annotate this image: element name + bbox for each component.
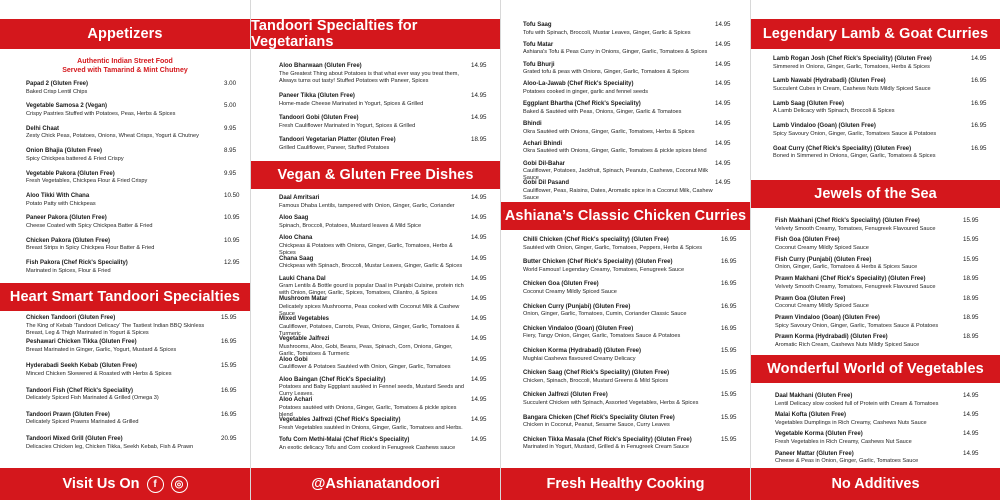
menu-item-description: Potato Patty with Chickpeas xyxy=(26,200,96,207)
menu-item-price: 14.95 xyxy=(963,392,979,399)
menu-item-description: The King of Kebab 'Tandoori Delicacy' The Tastiest Indian BBQ Skinless Breast, Leg & Thigh Marinated in Yogurt & Spices xyxy=(26,322,205,336)
menu-item-name: Aloo Baingan (Chef Rick's Speciality) xyxy=(279,376,386,383)
menu-item-price: 15.95 xyxy=(721,347,737,354)
section-title-appetizers: Appetizers xyxy=(0,19,250,49)
menu-item xyxy=(775,393,960,408)
section-title-lamb-goat: Legendary Lamb & Goat Curries xyxy=(751,19,1000,49)
menu-item xyxy=(773,101,963,116)
menu-item-price: 10.95 xyxy=(224,214,240,222)
menu-item-name: Hyderabadi Seekh Kebab (Gluten Free) xyxy=(26,363,138,370)
menu-item-price: 14.95 xyxy=(471,396,487,403)
menu-item xyxy=(775,334,960,349)
menu-item-price: 14.95 xyxy=(471,214,487,222)
menu-item xyxy=(26,103,211,118)
menu-item-name: Bangara Chicken (Chef Rick's Speciality Gluten Free) xyxy=(523,414,675,421)
menu-item-price: 16.95 xyxy=(221,386,237,394)
menu-item-price: 16.95 xyxy=(721,302,737,310)
menu-item-price: 10.95 xyxy=(224,236,240,244)
menu-item-description: Mushrooms, Aloo, Gobi, Beans, Peas, Spinach, Corn, Onions, Ginger, Garlic, Tomatoes & Turmeric xyxy=(279,343,453,357)
menu-item-name: Aloo Tikki With Chana xyxy=(26,193,90,199)
menu-item-price: 5.00 xyxy=(224,102,237,110)
menu-item-price: 14.95 xyxy=(715,80,731,88)
menu-item-name: Fish Goa (Gluten Free) xyxy=(775,237,840,244)
menu-item-name: Vegetables Jalfrezi (Chef Rick's Speciality) xyxy=(279,417,401,424)
menu-item-name: Chicken Jalfrezi (Gluten Free) xyxy=(523,392,608,399)
menu-item-description: Fresh Vegetables in Rich Creamy, Cashews Nut Sauce xyxy=(775,438,912,445)
menu-item xyxy=(523,81,718,96)
menu-item xyxy=(523,281,718,296)
menu-item-name: Tofu Saag xyxy=(523,22,552,28)
menu-item xyxy=(523,161,718,183)
menu-item-price: 14.95 xyxy=(471,416,487,424)
menu-item-name: Tandoori Mixed Grill (Gluten Free) xyxy=(26,436,123,442)
menu-item xyxy=(775,218,960,233)
menu-item xyxy=(523,437,718,452)
section-title-chicken-curries: Ashiana’s Classic Chicken Curries xyxy=(501,202,750,230)
menu-item-price: 14.95 xyxy=(715,139,731,147)
menu-item-description: Boned in Simmered in Onions, Ginger, Garlic, Tomatoes & Spices xyxy=(773,153,936,160)
menu-item-description: Velvety Smooth Creamy, Tomatoes, Fenugreek Flavoured Sauce xyxy=(775,283,936,290)
menu-item-name: Vegetable Jalfrezi xyxy=(279,336,330,343)
menu-item xyxy=(26,238,211,253)
menu-item xyxy=(523,392,718,407)
menu-item-price: 14.95 xyxy=(471,194,487,201)
section-title-vegetables: Wonderful World of Vegetables xyxy=(751,355,1000,383)
menu-item xyxy=(523,22,718,37)
menu-item xyxy=(279,115,464,130)
menu-item xyxy=(26,363,216,378)
menu-item-name: Bhindi xyxy=(523,121,542,127)
menu-item-name: Tofu Corn Methi-Malai (Chef Rick's Speciality) xyxy=(279,437,410,444)
section-title-heart-smart: Heart Smart Tandoori Specialties xyxy=(0,283,250,311)
menu-item-description: Vegetables Dumplings in Rich Creamy, Cashews Nuts Sauce xyxy=(775,419,927,426)
menu-item-price: 14.95 xyxy=(715,179,731,187)
menu-item-name: Tandoori Gobi (Gluten Free) xyxy=(279,115,359,121)
menu-item xyxy=(523,121,718,136)
menu-item-description: Delicately Spiced Fish Marinated & Grilled (Omega 3) xyxy=(26,395,159,402)
footer-fresh-healthy: Fresh Healthy Cooking xyxy=(501,468,750,500)
menu-item xyxy=(279,377,469,399)
menu-item-price: 14.95 xyxy=(715,159,731,167)
menu-item-name: Fish Pakora (Chef Rick's Speciality) xyxy=(26,260,128,267)
menu-item-name: Tofu Bhurji xyxy=(523,61,555,68)
instagram-icon[interactable]: ◎ xyxy=(171,476,188,493)
menu-item-name: Paneer Pakora (Gluten Free) xyxy=(26,215,107,222)
menu-item-description: Famous Dhaba Lentils, tampered with Onion, Ginger, Garlic, Coriander xyxy=(279,202,455,209)
menu-item-name: Mixed Vegetables xyxy=(279,316,330,323)
menu-item xyxy=(775,237,960,252)
menu-item-price: 9.95 xyxy=(224,124,237,132)
menu-item-description: Chickpeas with Spinach, Broccoli, Mustar Leaves, Ginger, Garlic & Spices xyxy=(279,263,463,270)
menu-item-name: Daal Amritsari xyxy=(279,195,320,201)
menu-item xyxy=(26,193,211,208)
menu-item xyxy=(279,417,469,432)
menu-item-name: Lamb Nawabi (Hydrabadi) (Gluten Free) xyxy=(773,78,886,85)
menu-item-description: The Greatest Thing about Potatoes is that what ever way you treat them, Always turns out tasty! Stuffed Potatoes with Paneer, Spices xyxy=(279,70,459,84)
section-title-vegan: Vegan & Gluten Free Dishes xyxy=(251,161,500,189)
menu-item-name: Chicken Saag (Chef Rick's Speciality) (Gluten Free) xyxy=(523,370,670,377)
menu-item xyxy=(26,339,216,354)
menu-item-description: Grilled Cauliflower, Paneer, Stuffed Potatoes xyxy=(279,144,390,151)
menu-item-description: Cauliflower & Potatoes Sautéed with Onion, Ginger, Garlic, Tomatoes xyxy=(279,364,451,371)
menu-item-name: Papad 2 (Gluten Free) xyxy=(26,81,89,87)
menu-item-price: 10.50 xyxy=(224,192,240,199)
menu-item-description: World Famous! Legendary Creamy, Tomatoes, Fenugreek Sauce xyxy=(523,266,685,273)
menu-column-4 xyxy=(750,0,1000,500)
menu-item-description: Okra Sautéed with Onions, Ginger, Garlic, Tomatoes & pickle spices blend xyxy=(523,148,707,155)
menu-item xyxy=(523,42,718,57)
menu-item-price: 14.95 xyxy=(715,40,731,48)
menu-item-description: Velvety Smooth Creamy, Tomatoes, Fenugreek Flavoured Sauce xyxy=(775,225,936,232)
menu-item-description: Fiery, Tangy Onion, Ginger, Garlic, Tomatoes Sauce & Potatoes xyxy=(523,333,681,340)
menu-item-description: Fresh Vegetables sautéed in Onions, Ginger, Garlic, Tomatoes and Herbs. xyxy=(279,424,463,431)
menu-column-1 xyxy=(0,0,250,500)
menu-item-description: Delicately Spiced Prawns Marinated & Grilled xyxy=(26,419,139,426)
menu-item xyxy=(523,348,718,363)
menu-item-name: Chicken Tikka Masala (Chef Rick's Speciality) (Gluten Free) xyxy=(523,436,692,443)
section-title-jewels-sea: Jewels of the Sea xyxy=(751,180,1000,208)
facebook-icon[interactable]: f xyxy=(147,476,164,493)
menu-item-name: Chana Saag xyxy=(279,255,314,262)
menu-item-description: Onion, Ginger, Garlic, Tomatoes, Cumin, Coriander Classic Sauce xyxy=(523,311,687,318)
menu-item xyxy=(279,357,469,372)
menu-item xyxy=(26,315,216,337)
menu-item-price: 18.95 xyxy=(963,275,979,283)
menu-item-price: 14.95 xyxy=(471,92,487,99)
menu-item-description: Baked & Sautéed with Peas, Onions, Ginger, Garlic & Tomatoes xyxy=(523,108,682,115)
menu-item-name: Aloo Saag xyxy=(279,215,309,222)
menu-item-name: Prawn Makhani (Chef Rick's Speciality) (Gluten Free) xyxy=(775,276,926,283)
menu-item-price: 18.95 xyxy=(963,333,979,341)
menu-item xyxy=(279,256,469,271)
menu-item xyxy=(26,412,216,427)
menu-item-price: 15.95 xyxy=(963,217,979,224)
menu-item-name: Vegetable Pakora (Gluten Free) xyxy=(26,170,115,177)
menu-item xyxy=(523,415,718,430)
menu-item-description: Breast Marinated in Ginger, Garlic, Yogurt, Mustard & Spices xyxy=(26,346,177,353)
menu-item-description: Marinated in Yogurt, Mustard, Grilled & in Fenugreek Cream Sauce xyxy=(523,444,690,451)
menu-item-price: 14.95 xyxy=(471,62,487,69)
menu-item xyxy=(26,260,211,275)
menu-item-description: Onion, Ginger, Garlic, Tomatoes & Herbs & Spices Sauce xyxy=(775,264,918,271)
menu-item-name: Tandoori Fish (Chef Rick's Speciality) xyxy=(26,387,134,394)
menu-item-price: 15.95 xyxy=(721,391,737,399)
menu-item xyxy=(279,316,469,338)
menu-item-description: Tofu with Spinach, Broccoli, Mustar Leaves, Ginger, Garlic & Spices xyxy=(523,29,691,36)
menu-item xyxy=(26,215,211,230)
menu-item xyxy=(279,195,469,210)
menu-item-name: Achari Bhindi xyxy=(523,140,563,147)
menu-item xyxy=(26,148,211,163)
menu-item-price: 18.95 xyxy=(963,314,979,321)
menu-item-name: Chicken Vindaloo (Goan) (Gluten Free) xyxy=(523,325,634,332)
menu-item-name: Prawn Korma (Hydrabadi) (Gluten Free) xyxy=(775,334,888,341)
menu-item-description: A Lamb Delicacy with Spinach, Broccoli & Spices xyxy=(773,108,895,115)
menu-item-description: Fresh Cauliflower Marinated in Yogurt, Spices & Grilled xyxy=(279,122,416,129)
menu-item-name: Paneer Tikka (Gluten Free) xyxy=(279,93,355,99)
menu-item-name: Gobi Dil-Bahar xyxy=(523,160,566,167)
menu-item-description: Okra Sautéed with Onions, Ginger, Garlic, Tomatoes, Herbs & Spices xyxy=(523,128,695,135)
menu-item-description: Succulent Chicken with Spinach, Assorted Vegetables, Herbs & Spices xyxy=(523,399,699,406)
menu-item-name: Paneer Mattar (Gluten Free) xyxy=(775,450,854,457)
menu-item-price: 18.95 xyxy=(471,136,487,143)
menu-item-description: Chicken, Spinach, Broccoli, Mustard Greens & Mild Spices xyxy=(523,377,669,384)
menu-item-price: 15.95 xyxy=(721,435,737,443)
menu-item-description: Crispy Pastries Stuffed with Potatoes, Peas, Herbs & Spices xyxy=(26,110,176,117)
menu-item-description: Potatoes cooked in ginger, garlic and fennel seeds xyxy=(523,88,649,95)
menu-item-price: 8.95 xyxy=(224,147,237,155)
menu-item xyxy=(775,257,960,272)
menu-item xyxy=(523,326,718,341)
menu-item-price: 16.95 xyxy=(971,122,987,130)
menu-item-description: Simmered in Onions, Ginger, Garlic, Tomatoes, Herbs & Spices xyxy=(773,63,930,70)
menu-item xyxy=(279,397,469,419)
menu-item-description: Spicy Savoury Onion, Ginger, Garlic, Tomatoes Sauce & Potatoes xyxy=(773,130,937,137)
menu-item-price: 14.95 xyxy=(471,234,487,242)
menu-item-description: Spicy Chickpea battered & Fried Crispy xyxy=(26,155,124,162)
menu-item xyxy=(775,431,960,446)
menu-item xyxy=(26,436,216,451)
menu-item-name: Prawn Vindaloo (Goan) (Gluten Free) xyxy=(775,315,880,321)
menu-item-description: Mughlai Cashews flavoured Creamy Delicacy xyxy=(523,355,636,362)
menu-item xyxy=(279,215,469,230)
menu-item-name: Gobi Dil Pasand xyxy=(523,180,570,187)
menu-item-description: Potatoes and Baby Eggplant sautéed in Fennel seeds, Mustard Seeds and Curry Leaves. xyxy=(279,384,465,398)
menu-item xyxy=(279,336,469,358)
menu-item-price: 15.95 xyxy=(721,369,737,377)
menu-item-description: Delicacies Chicken leg, Chicken Tikka, Seekh Kebab, Fish & Prawn xyxy=(26,443,194,450)
menu-item-name: Fish Curry (Punjabi) (Gluten Free) xyxy=(775,256,872,263)
menu-item xyxy=(775,451,960,466)
menu-item-price: 14.95 xyxy=(471,335,487,343)
menu-item-name: Vegetable Korma (Gluten Free) xyxy=(775,431,863,438)
menu-item-description: Marinated in Spices, Flour & Fried xyxy=(26,267,111,274)
menu-item-name: Aloo-La-Jawab (Chef Rick's Speciality) xyxy=(523,81,634,88)
menu-item-description: Gram Lentils & Bottle gourd is popular Daal in Punjabi Cuisine, protein rich with Onion, Ginger, Garlic, Spices, Tomatoes, Cilantro, & Spices xyxy=(279,283,464,297)
menu-item-name: Vegetable Samosa 2 (Vegan) xyxy=(26,103,108,110)
menu-item xyxy=(279,93,464,108)
footer-visit-us xyxy=(0,468,250,500)
menu-item-description: Coconut Creamy Mildly Spiced Sauce xyxy=(775,244,869,251)
menu-item-name: Lamb Saag (Gluten Free) xyxy=(773,100,845,107)
menu-item-description: Fresh Vegetables, Chickpea Flour & Fried Crispy xyxy=(26,178,148,185)
menu-item-price: 15.95 xyxy=(721,413,737,421)
menu-item-price: 20.95 xyxy=(221,435,237,442)
menu-item-price: 18.95 xyxy=(963,294,979,302)
menu-item-price: 14.95 xyxy=(715,120,731,127)
menu-item-name: Lamb Rogan Josh (Chef Rick's Speciality) (Gluten Free) xyxy=(773,56,932,62)
menu-item-description: Ashiana's Tofu & Peas Curry in Onions, Ginger, Garlic, Tomatoes & Spices xyxy=(523,49,708,56)
appetizers-subtitle-2: Served with Tamarind & Mint Chutney xyxy=(62,67,188,74)
menu-item-name: Prawn Goa (Gluten Free) xyxy=(775,295,846,302)
menu-item-description: Cauliflower, Potatoes, Jackfruit, Spinach, Peanuts, Cashews, Coconut Milk Sauce xyxy=(523,168,708,182)
menu-item xyxy=(26,126,211,141)
menu-item-name: Chilli Chicken (Chef Rick's speciality) (Gluten Free) xyxy=(523,237,669,243)
menu-item-price: 14.95 xyxy=(715,21,731,28)
menu-item xyxy=(279,437,469,452)
menu-item-price: 15.95 xyxy=(963,255,979,263)
menu-item-price: 14.95 xyxy=(471,375,487,383)
menu-item-price: 14.95 xyxy=(715,100,731,108)
menu-item xyxy=(26,171,211,186)
menu-item-description: Baked Crisp Lentil Chips xyxy=(26,88,88,95)
menu-item-name: Mushroom Matar xyxy=(279,296,328,302)
menu-item-description: Minced Chicken Skewered & Roasted with Herbs & Spices xyxy=(26,370,172,377)
menu-item-price: 15.95 xyxy=(221,362,237,370)
menu-item-price: 16.95 xyxy=(721,280,737,288)
menu-item-price: 14.95 xyxy=(471,254,487,262)
menu-item xyxy=(773,56,963,71)
menu-item-name: Aloo Achari xyxy=(279,397,313,403)
menu-item xyxy=(775,315,960,330)
menu-item-price: 16.95 xyxy=(971,99,987,107)
menu-item-name: Peshawari Chicken Tikka (Gluten Free) xyxy=(26,339,137,346)
menu-item-description: Cauliflower, Potatoes, Carrots, Peas, Onions, Ginger, Garlic, Tomatoes & Turmeric xyxy=(279,323,460,337)
menu-item-price: 9.95 xyxy=(224,169,237,177)
menu-item-description: Chickpeas & Potatoes with Onions, Ginger, Garlic, Tomatoes, Herbs & Spices xyxy=(279,242,453,256)
menu-item-name: Butter Chicken (Chef Rick's Speciality) (Gluten Free) xyxy=(523,259,673,266)
menu-item-price: 14.95 xyxy=(971,55,987,62)
footer-no-additives: No Additives xyxy=(751,468,1000,500)
menu-item-description: Succulent Cubes in Cream, Cashews Nuts Mildly Spiced Sauce xyxy=(773,85,931,92)
menu-item-price: 14.95 xyxy=(471,355,487,363)
menu-item-description: Coconut Creamy Mildly Spiced Sauce xyxy=(523,288,617,295)
menu-item-description: Spinach, Broccoli, Potatoes, Mustard leaves & Mild Spice xyxy=(279,222,422,229)
menu-item-name: Daal Makhani (Gluten Free) xyxy=(775,393,853,399)
menu-item xyxy=(773,78,963,93)
menu-item-name: Lamb Vindaloo (Goan) (Gluten Free) xyxy=(773,123,876,130)
menu-item-name: Chicken Pakora (Gluten Free) xyxy=(26,237,111,244)
menu-item-price: 14.95 xyxy=(471,295,487,302)
menu-item-name: Chicken Curry (Punjabi) (Gluten Free) xyxy=(523,303,631,310)
menu-item xyxy=(523,237,718,252)
menu-item-price: 16.95 xyxy=(221,338,237,346)
menu-item-name: Chicken Tandoori (Gluten Free) xyxy=(26,315,116,321)
menu-item-name: Tandoori Vegetarian Platter (Gluten Free) xyxy=(279,137,396,143)
menu-item-description: Coconut Creamy Mildly Spiced Sauce xyxy=(775,303,869,310)
menu-item xyxy=(26,388,216,403)
menu-item-price: 12.95 xyxy=(224,259,240,267)
menu-item-price: 14.95 xyxy=(471,274,487,282)
section-title-tandoori-vegetarians: Tandoori Specialties for Vegetarians xyxy=(251,19,500,49)
menu-column-2 xyxy=(250,0,500,500)
menu-item xyxy=(279,296,469,318)
menu-item-description: Cauliflower, Peas, Raisins, Dates, Aromatic spice in a Coconut Milk, Cashew Sauce xyxy=(523,187,713,201)
menu-item-price: 14.95 xyxy=(471,436,487,444)
menu-item xyxy=(279,63,464,85)
menu-item xyxy=(279,276,469,298)
menu-column-3 xyxy=(500,0,750,500)
menu-item-price: 16.95 xyxy=(721,236,737,243)
footer-handle: @Ashianatandoori xyxy=(251,468,500,500)
menu-item xyxy=(523,304,718,319)
menu-item-name: Aloo Chana xyxy=(279,235,313,242)
menu-item xyxy=(775,412,960,427)
footer-text: Visit Us On xyxy=(62,476,140,492)
menu-item-price: 16.95 xyxy=(971,77,987,85)
menu-item-description: Zesty Chick Peas, Potatoes, Onions, Wheat Crisps, Yogurt & Chutney xyxy=(26,133,199,140)
menu-item-description: Lentil Delicacy slow cooked full of Protein with Cream & Tomatoes xyxy=(775,400,939,407)
menu-item xyxy=(279,235,469,257)
menu-item-price: 16.95 xyxy=(971,144,987,152)
menu-item-description: Aromatic Rich Cream, Cashews Nuts Mildly Spiced Sauce xyxy=(775,341,920,348)
menu-item-name: Delhi Chaat xyxy=(26,125,60,132)
menu-item-price: 16.95 xyxy=(221,410,237,418)
menu-item-name: Lauki Chana Dal xyxy=(279,275,326,282)
menu-item-price: 14.95 xyxy=(963,411,979,419)
menu-item-price: 15.95 xyxy=(963,236,979,244)
menu-item xyxy=(773,123,963,138)
menu-item xyxy=(279,137,464,152)
menu-item-price: 16.95 xyxy=(721,324,737,332)
menu-item-description: Home-made Cheese Marinated in Yogurt, Spices & Grilled xyxy=(279,100,424,107)
menu-item-price: 3.00 xyxy=(224,80,237,87)
menu-item-name: Aloo Gobi xyxy=(279,356,308,363)
menu-item-name: Chicken Korma (Hydrabadi) (Gluten Free) xyxy=(523,348,642,354)
menu-item-description: Sautéed with Onion, Ginger, Garlic, Tomatoes, Peppers, Herbs & Spices xyxy=(523,244,702,251)
menu-item-name: Fish Makhani (Chef Rick's Speciality) (Gluten Free) xyxy=(775,218,920,224)
menu-item-price: 14.95 xyxy=(963,449,979,457)
menu-item-price: 14.95 xyxy=(715,60,731,68)
menu-item-name: Tandoori Prawn (Gluten Free) xyxy=(26,411,110,418)
menu-item xyxy=(523,259,718,274)
menu-item-price: 14.95 xyxy=(471,315,487,323)
menu-item xyxy=(523,180,718,202)
menu-item-price: 14.95 xyxy=(963,430,979,438)
menu-item xyxy=(775,296,960,311)
menu-item-description: Cheese & Peas in Onion, Ginger, Garlic, Tomatoes Sauce xyxy=(775,458,919,465)
menu-item-name: Eggplant Bhartha (Chef Rick's Speciality) xyxy=(523,101,641,108)
menu-item xyxy=(523,101,718,116)
menu-item-name: Aloo Bharwaan (Gluten Free) xyxy=(279,63,362,69)
menu-item-description: Spicy Savoury Onion, Ginger, Garlic, Tomatoes Sauce & Potatoes xyxy=(775,322,939,329)
menu-item-name: Goat Curry (Chef Rick's Speciality) (Gluten Free) xyxy=(773,145,912,152)
menu-item-description: Cheese Coated with Spicy Chickpea Batter & Fried xyxy=(26,222,153,229)
menu-item-description: Chicken in Coconut, Peanut, Sesame Sauce, Curry Leaves xyxy=(523,422,670,429)
menu-item xyxy=(523,62,718,77)
menu-item-name: Chicken Goa (Gluten Free) xyxy=(523,281,599,288)
menu-item-price: 16.95 xyxy=(721,258,737,266)
menu-item xyxy=(523,141,718,156)
menu-item-name: Malai Kofta (Gluten Free) xyxy=(775,412,847,419)
menu-item xyxy=(523,370,718,385)
menu-item-name: Onion Bhajia (Gluten Free) xyxy=(26,148,103,155)
menu-item xyxy=(773,146,963,161)
menu-item-description: Potatoes sautéed with Onions, Ginger, Garlic, Tomatoes & pickle spices blend xyxy=(279,404,457,418)
menu-item-description: Delicately spices Mushrooms, Peas cooked with Coconut Milk & Cashew Sauce xyxy=(279,303,460,317)
menu-item xyxy=(775,276,960,291)
menu-item-description: Grated tofu & peas with Onions, Ginger, Garlic, Tomatoes & Spices xyxy=(523,69,689,76)
menu-item xyxy=(26,81,211,96)
menu-item-price: 15.95 xyxy=(221,314,237,321)
menu-item-price: 14.95 xyxy=(471,114,487,121)
menu-item-description: An exotic delicacy Tofu and Corn cooked in Fenugreek Cashews sauce xyxy=(279,444,456,451)
appetizers-subtitle-1: Authentic Indian Street Food xyxy=(77,58,173,65)
menu-item-name: Tofu Matar xyxy=(523,41,554,48)
menu-item-description: Breast Strips in Spicy Chickpea Flour Batter & Fried xyxy=(26,245,155,252)
